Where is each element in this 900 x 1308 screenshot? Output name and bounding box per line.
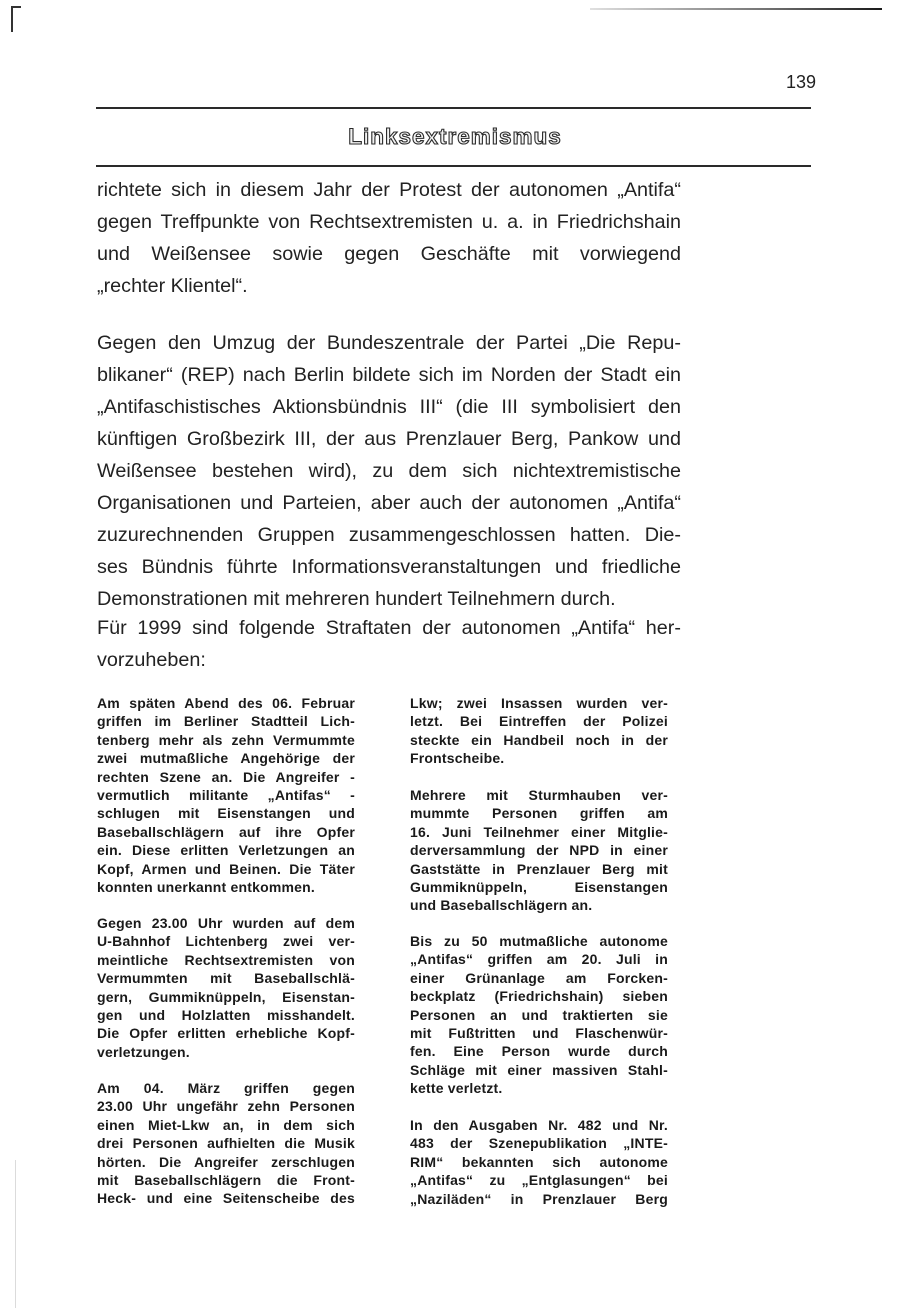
text-line: mit Fußtritten und Flaschenwür- — [410, 1025, 668, 1042]
text-line: 16. Juni Teilnehmer einer Mitglie- — [410, 823, 668, 840]
text-line: Mehrere mit Sturmhauben ver- — [410, 787, 668, 803]
text-line: ein. Diese erlitten Verletzungen an — [97, 842, 355, 859]
text-line: U-Bahnhof Lichtenberg zwei ver- — [97, 933, 355, 950]
text-line: gen und Holzlatten misshandelt. — [97, 1007, 355, 1024]
text-line: Bis zu 50 mutmaßliche autonome — [410, 933, 668, 949]
text-line: fen. Eine Person wurde durch — [410, 1043, 668, 1060]
text-line: Schläge mit einer massiven Stahl- — [410, 1061, 668, 1078]
text-line: 483 der Szenepublikation „INTE- — [410, 1135, 668, 1152]
text-line: rechten Szene an. Die Angreifer - — [97, 768, 355, 785]
scan-corner-mark — [11, 6, 21, 8]
scan-edge-line — [15, 1160, 16, 1308]
scan-corner-mark — [11, 6, 13, 32]
text-line: In den Ausgaben Nr. 482 und Nr. — [410, 1117, 668, 1133]
header-rule-bottom — [96, 165, 811, 167]
paragraph — [97, 174, 681, 302]
text-line: und Baseballschlägern an. — [410, 897, 593, 914]
text-line: gegen Treffpunkte von Rechtsextremisten u. a. in Friedrichshain — [97, 211, 681, 233]
text-line: Frontscheibe. — [410, 750, 505, 767]
text-line: „Antifaschistisches Aktionsbündnis III“ (die III symbolisiert den — [97, 396, 681, 418]
left-column-paragraph — [97, 694, 355, 896]
text-line: Lkw; zwei Insassen wurden ver- — [410, 695, 668, 711]
scan-edge-line — [590, 8, 882, 10]
text-line: Kopf, Armen und Beinen. Die Täter — [97, 860, 355, 877]
text-line: Weißensee bestehen wird), zu dem sich nichtextremistische — [97, 460, 681, 482]
text-line: konnten unerkannt entkommen. — [97, 879, 315, 896]
left-column-paragraph — [97, 1079, 355, 1208]
text-line: vermutlich militante „Antifas“ - — [97, 787, 355, 804]
text-line: RIM“ bekannten sich autonome — [410, 1153, 668, 1170]
text-line: „rechter Klientel“. — [97, 275, 248, 297]
paragraph — [97, 327, 681, 615]
text-line: zwei mutmaßliche Angehörige der — [97, 750, 355, 767]
text-line: Organisationen und Parteien, aber auch der autonomen „Antifa“ — [97, 492, 681, 514]
right-column-paragraph — [410, 786, 668, 915]
text-line: ses Bündnis führte Informationsveranstaltungen und friedliche — [97, 556, 681, 578]
text-line: letzt. Bei Eintreffen der Polizei — [410, 713, 668, 730]
right-column-paragraph — [410, 932, 668, 1098]
text-line: gern, Gummiknüppeln, Eisenstan- — [97, 988, 355, 1005]
text-line: einer Grünanlage am Forcken- — [410, 969, 668, 986]
text-line: Am späten Abend des 06. Februar — [97, 695, 355, 711]
section-title: Linksextremismus — [348, 124, 562, 149]
text-line: blikaner“ (REP) nach Berlin bildete sich im Norden der Stadt ein — [97, 364, 681, 386]
text-line: Gegen 23.00 Uhr wurden auf dem — [97, 915, 355, 931]
text-line: schlugen mit Eisenstangen und — [97, 805, 355, 822]
text-line: Für 1999 sind folgende Straftaten der autonomen „Antifa“ her- — [97, 617, 681, 639]
text-line: Baseballschlägern auf ihre Opfer — [97, 823, 355, 840]
text-line: griffen im Berliner Stadtteil Lich- — [97, 713, 355, 730]
header-rule-top — [96, 107, 811, 109]
text-line: tenberg mehr als zehn Vermummte — [97, 731, 355, 748]
page-number: 139 — [785, 72, 816, 92]
text-line: Demonstrationen mit mehreren hundert Teilnehmern durch. — [97, 588, 616, 610]
text-line: Heck- und eine Seitenscheibe des — [97, 1190, 355, 1207]
text-line: und Weißensee sowie gegen Geschäfte mit vorwiegend — [97, 243, 681, 265]
text-line: Gegen den Umzug der Bundeszentrale der Partei „Die Repu- — [97, 332, 681, 354]
text-line: kette verletzt. — [410, 1080, 503, 1097]
text-line: richtete sich in diesem Jahr der Protest der autonomen „Antifa“ — [97, 179, 681, 201]
text-line: Vermummten mit Baseballschlä- — [97, 970, 355, 987]
right-column-paragraph — [410, 1116, 668, 1208]
text-line: derversammlung der NPD in einer — [410, 842, 668, 859]
text-line: mummte Personen griffen am — [410, 805, 668, 822]
text-line: Gummiknüppeln, Eisenstangen — [410, 879, 668, 896]
text-line: „Naziläden“ in Prenzlauer Berg — [410, 1190, 668, 1207]
text-line: „Antifas“ griffen am 20. Juli in — [410, 951, 668, 968]
text-line: „Antifas“ zu „Entglasungen“ bei — [410, 1172, 668, 1189]
left-column-paragraph — [97, 914, 355, 1061]
right-column-paragraph — [410, 694, 668, 768]
text-line: künftigen Großbezirk III, der aus Prenzlauer Berg, Pankow und — [97, 428, 681, 450]
text-line: Gaststätte in Prenzlauer Berg mit — [410, 860, 668, 877]
text-line: beckplatz (Friedrichshain) sieben — [410, 988, 668, 1005]
text-line: Personen an und traktierten sie — [410, 1006, 668, 1023]
text-line: einen Miet-Lkw an, in dem sich — [97, 1116, 355, 1133]
paragraph — [97, 612, 681, 676]
text-line: meintliche Rechtsextremisten von — [97, 951, 355, 968]
text-line: drei Personen aufhielten die Musik — [97, 1135, 355, 1152]
text-line: vorzuheben: — [97, 649, 206, 671]
text-line: hörten. Die Angreifer zerschlugen — [97, 1153, 355, 1170]
text-line: Die Opfer erlitten erhebliche Kopf- — [97, 1025, 355, 1042]
text-line: zuzurechnenden Gruppen zusammengeschlossen hatten. Die- — [97, 524, 681, 546]
text-line: verletzungen. — [97, 1043, 190, 1060]
text-line: mit Baseballschlägern die Front- — [97, 1172, 355, 1189]
text-line: Am 04. März griffen gegen — [97, 1080, 355, 1096]
text-line: steckte ein Handbeil noch in der — [410, 731, 668, 748]
text-line: 23.00 Uhr ungefähr zehn Personen — [97, 1098, 355, 1115]
